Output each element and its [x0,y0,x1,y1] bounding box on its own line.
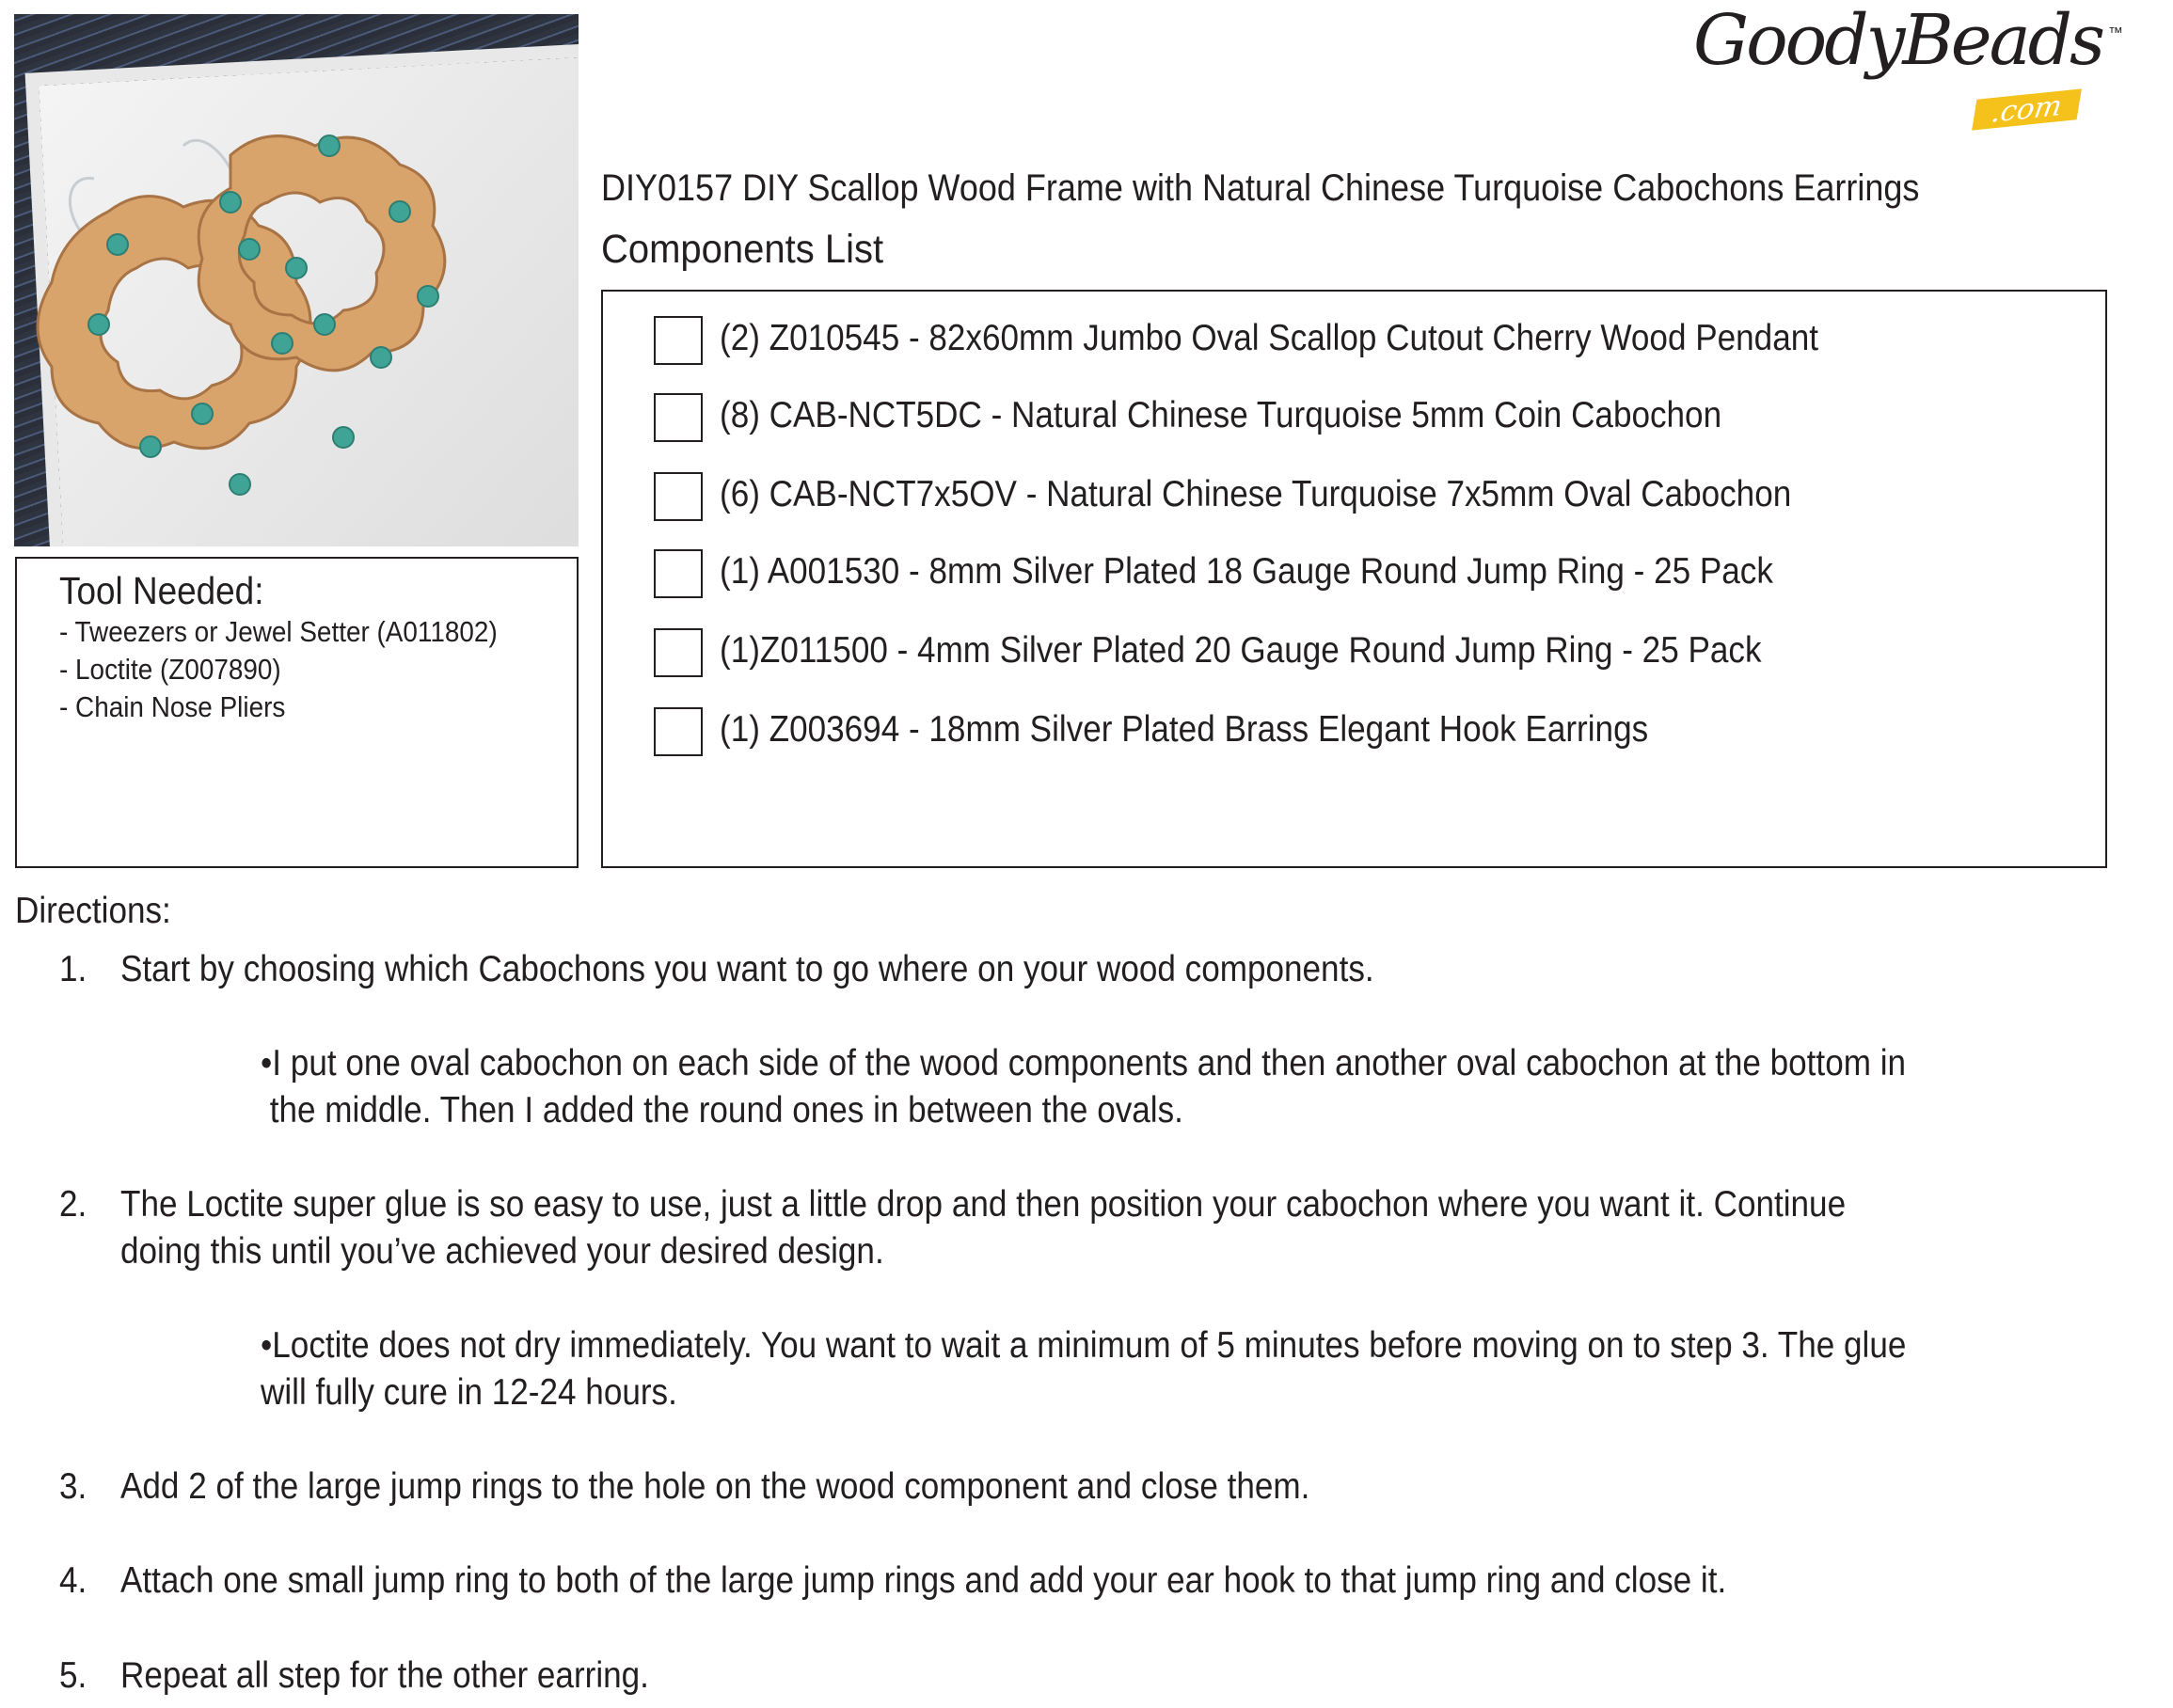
step-number: 2. [59,1184,87,1225]
logo-com-banner: .com [1972,88,2082,130]
step-note: •Loctite does not dry immediately. You want to wait a minimum of 5 minutes before moving on to step 3. The glue [261,1325,1907,1366]
tools-box [15,557,579,868]
component-item: (6) CAB-NCT7x5OV - Natural Chinese Turquoise 7x5mm Oval Cabochon [720,474,1792,514]
earrings-photo [14,14,579,546]
earrings-illustration [14,14,579,546]
logo-tm: ™ [2108,25,2124,41]
logo-brand: GoodyBeads [1693,0,2103,81]
step-note: •I put one oval cabochon on each side of the wood components and then another oval cabochon at the bottom in [261,1043,1907,1083]
directions-heading: Directions: [15,891,171,931]
step-note: will fully cure in 12-24 hours. [261,1372,677,1413]
component-item: (1) Z003694 - 18mm Silver Plated Brass Elegant Hook Earrings [720,709,1649,750]
tools-heading: Tool Needed: [59,569,264,612]
step-number: 3. [59,1466,87,1507]
step-text: Attach one small jump ring to both of the large jump rings and add your ear hook to that jump ring and close it. [120,1560,1727,1601]
step-number: 4. [59,1560,87,1601]
step-text: The Loctite super glue is so easy to use, just a little drop and then position your cabochon where you want it. Continue [120,1184,1847,1225]
step-note: the middle. Then I added the round ones in between the ovals. [261,1090,1183,1131]
tool-item: - Tweezers or Jewel Setter (A011802) [59,615,498,648]
tool-item: - Chain Nose Pliers [59,690,286,723]
step-text: Add 2 of the large jump rings to the hole on the wood component and close them. [120,1466,1310,1507]
step-number: 1. [59,949,87,989]
goodybeads-logo [1693,0,2164,150]
step-text: doing this until you’ve achieved your desired design. [120,1231,884,1272]
step-text: Repeat all step for the other earring. [120,1655,649,1696]
component-checkbox[interactable] [654,628,703,677]
components-heading: Components List [601,227,884,272]
component-checkbox[interactable] [654,393,703,442]
component-checkbox[interactable] [654,549,703,598]
component-item: (1)Z011500 - 4mm Silver Plated 20 Gauge Round Jump Ring - 25 Pack [720,630,1762,671]
component-item: (2) Z010545 - 82x60mm Jumbo Oval Scallop Cutout Cherry Wood Pendant [720,318,1818,358]
component-item: (8) CAB-NCT5DC - Natural Chinese Turquoise 5mm Coin Cabochon [720,395,1722,435]
component-item: (1) A001530 - 8mm Silver Plated 18 Gauge Round Jump Ring - 25 Pack [720,551,1773,592]
component-checkbox[interactable] [654,472,703,521]
page-title: DIY0157 DIY Scallop Wood Frame with Natural Chinese Turquoise Cabochons Earrings [601,167,1920,209]
component-checkbox[interactable] [654,707,703,756]
component-checkbox[interactable] [654,316,703,365]
step-number: 5. [59,1655,87,1696]
logo-wordmark [1693,0,2124,81]
tool-item: - Loctite (Z007890) [59,653,281,686]
step-text: Start by choosing which Cabochons you want to go where on your wood components. [120,949,1374,989]
components-box [601,290,2107,868]
